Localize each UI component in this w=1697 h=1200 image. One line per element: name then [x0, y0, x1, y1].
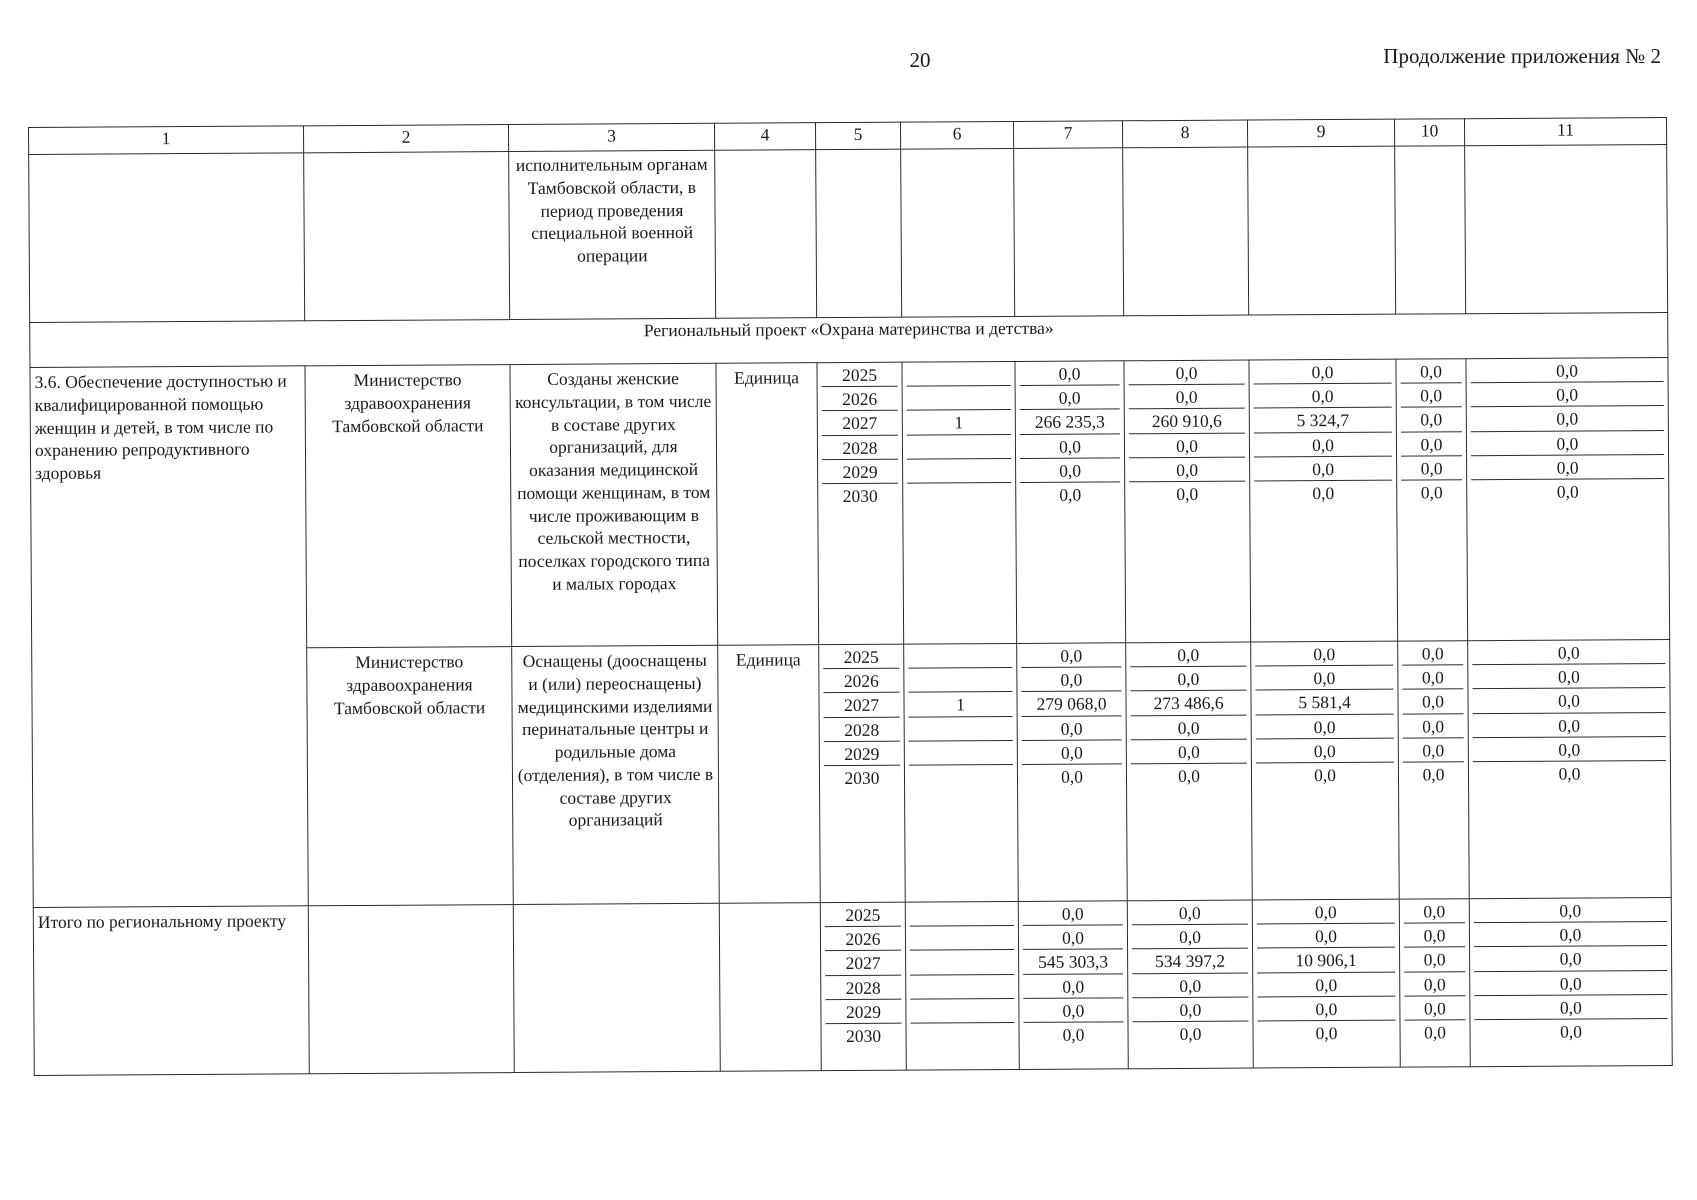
amount-cell: 0,0 [1255, 666, 1393, 691]
amount-cell: 0,0 [1253, 360, 1391, 385]
quantity-cell [910, 950, 1014, 975]
amount-cell: 0,0 [1402, 641, 1463, 666]
year-cell: 2028 [824, 717, 900, 742]
amount-cell: 0,0 [1558, 763, 1581, 784]
unit: Единица [716, 363, 819, 646]
col-number: 10 [1394, 119, 1464, 146]
year-cell: 2029 [825, 999, 901, 1024]
quantity-cell [908, 644, 1012, 669]
amount-cell: 0,0 [1130, 643, 1246, 668]
col-number: 8 [1122, 120, 1247, 148]
appendix-caption: Продолжение приложения № 2 [1383, 44, 1661, 68]
cell-empty [1248, 146, 1396, 315]
amount-cell: 0,0 [1020, 458, 1120, 483]
amount-cell: 0,0 [1315, 1022, 1338, 1044]
col-number: 4 [714, 123, 815, 151]
quantity-cell [907, 459, 1011, 484]
amount-cell: 0,0 [1257, 996, 1395, 1021]
col7-list [1017, 643, 1128, 902]
amount-cell: 0,0 [1131, 715, 1247, 740]
year-cell: 2025 [825, 903, 901, 928]
amount-cell: 0,0 [1313, 764, 1336, 786]
quantity-list [904, 643, 1019, 902]
quantity-cell [907, 483, 1011, 508]
quantity-cell: 1 [907, 410, 1011, 435]
amount-cell: 0,0 [1177, 765, 1200, 786]
amount-cell: 0,0 [1470, 358, 1663, 383]
amount-cell: 0,0 [1023, 998, 1123, 1023]
amount-cell: 0,0 [1257, 972, 1395, 997]
amount-cell: 0,0 [1404, 948, 1465, 973]
quantity-list [902, 361, 1017, 644]
quantity-cell [907, 435, 1011, 460]
amount-cell: 0,0 [1473, 713, 1666, 738]
amount-cell: 0,0 [1176, 483, 1199, 504]
amount-cell: 0,0 [1179, 1023, 1202, 1044]
year-cell: 2026 [822, 387, 898, 412]
cell-empty [308, 905, 514, 1074]
year-list [819, 644, 906, 903]
amount-cell: 0,0 [1256, 714, 1394, 739]
amount-cell: 0,0 [1474, 898, 1667, 923]
section-title: Региональный проект «Охрана материнства и детства» [30, 312, 1668, 367]
amount-cell: 545 303,3 [1023, 950, 1123, 975]
cell-empty [1123, 147, 1249, 316]
cell-empty [715, 150, 817, 319]
quantity-cell [910, 1023, 1014, 1048]
amount-cell: 5 324,7 [1254, 408, 1392, 433]
year-list [820, 902, 906, 1071]
amount-cell: 0,0 [1400, 359, 1461, 384]
col-number: 5 [815, 122, 900, 150]
quantity-cell [909, 741, 1013, 766]
col9-list [1251, 641, 1400, 900]
amount-cell: 0,0 [1420, 482, 1443, 503]
amount-cell: 0,0 [1404, 923, 1465, 948]
amount-cell: 0,0 [1255, 642, 1393, 667]
cell-empty [816, 149, 902, 318]
amount-cell: 0,0 [1402, 665, 1463, 690]
amount-cell: 0,0 [1474, 971, 1667, 996]
unit: Единица [718, 645, 821, 904]
continued-row [29, 144, 1668, 322]
col10-list [1398, 641, 1470, 899]
year-cell: 2027 [825, 951, 901, 976]
amount-cell: 10 906,1 [1257, 948, 1395, 973]
amount-cell: 5 581,4 [1255, 690, 1393, 715]
quantity-cell [910, 926, 1014, 951]
quantity-cell [910, 975, 1014, 1000]
amount-cell: 0,0 [1021, 668, 1121, 693]
amount-cell: 0,0 [1401, 408, 1462, 433]
quantity-cell [907, 386, 1011, 411]
col9-list [1249, 359, 1398, 642]
col-number: 6 [900, 121, 1013, 149]
amount-cell: 0,0 [1472, 688, 1665, 713]
cell-empty [513, 903, 720, 1072]
amount-cell: 0,0 [1131, 739, 1247, 764]
amount-cell: 0,0 [1401, 383, 1462, 408]
col11-list [1469, 897, 1672, 1066]
amount-cell: 0,0 [1132, 925, 1248, 950]
cell-empty [1395, 146, 1466, 314]
amount-cell: 534 397,2 [1132, 949, 1248, 974]
amount-cell: 0,0 [1422, 764, 1445, 785]
amount-cell: 0,0 [1473, 737, 1666, 762]
amount-cell: 0,0 [1254, 384, 1392, 409]
amount-cell: 0,0 [1254, 456, 1392, 481]
amount-cell: 0,0 [1474, 995, 1667, 1020]
col11-list [1466, 357, 1670, 640]
col-number: 9 [1247, 119, 1394, 147]
col-number: 1 [29, 126, 304, 155]
year-cell: 2030 [844, 767, 880, 788]
col-number: 7 [1013, 121, 1122, 149]
amount-cell: 0,0 [1471, 382, 1664, 407]
amount-cell: 0,0 [1424, 1022, 1447, 1043]
year-cell: 2026 [825, 927, 901, 952]
budget-table-wrapper [28, 117, 1672, 1076]
amount-cell: 0,0 [1020, 434, 1120, 459]
cell-empty [29, 153, 305, 323]
year-cell: 2030 [846, 1025, 882, 1046]
quantity-cell [910, 902, 1014, 927]
continued-result-text: исполнительным органам Тамбовской области, в период проведения специальной военной операции [509, 150, 716, 319]
amount-cell: 0,0 [1257, 924, 1395, 949]
amount-cell: 0,0 [1023, 974, 1123, 999]
quantity-cell [909, 717, 1013, 742]
year-cell: 2025 [823, 645, 899, 670]
amount-cell: 0,0 [1129, 457, 1245, 482]
amount-cell: 0,0 [1022, 716, 1122, 741]
amount-cell: 0,0 [1256, 738, 1394, 763]
amount-cell: 0,0 [1129, 433, 1245, 458]
year-cell: 2027 [822, 411, 898, 436]
amount-cell: 0,0 [1471, 431, 1664, 456]
amount-cell: 0,0 [1060, 766, 1083, 787]
budget-table [28, 117, 1673, 1076]
year-cell: 2025 [821, 363, 897, 388]
cell-empty [1465, 144, 1668, 313]
quantity-cell [908, 668, 1012, 693]
result-description: Созданы женские консультации, в том числе в составе других организаций, для оказания медицинской помощи женщинам, в том числе проживающим в сельской местности, поселках городского типа и малых городах [510, 363, 718, 646]
year-cell: 2028 [825, 975, 901, 1000]
col10-list [1399, 899, 1470, 1067]
amount-cell: 0,0 [1474, 946, 1667, 971]
quantity-list [905, 901, 1019, 1070]
measure-name: 3.6. Обеспечение доступностью и квалифицированной помощью женщин и детей, в том числе по охранению репродуктивного здоровья [30, 366, 308, 908]
amount-cell: 0,0 [1023, 901, 1123, 926]
executor: Министерство здравоохранения Тамбовской области [307, 647, 514, 906]
col8-list [1127, 900, 1253, 1069]
amount-cell: 0,0 [1403, 738, 1464, 763]
year-cell: 2029 [822, 459, 898, 484]
cell-empty [304, 152, 510, 321]
result-description: Оснащены (дооснащены и (или) переоснащены) медицинскими изделиями перинатальные центры и родильные дома (отделения), в том числе в составе других организаций [512, 645, 720, 904]
cell-empty [719, 903, 821, 1072]
col-number: 3 [508, 123, 714, 151]
amount-cell: 0,0 [1472, 640, 1665, 665]
amount-cell: 0,0 [1401, 456, 1462, 481]
page-number: 20 [909, 48, 931, 72]
cell-empty [1014, 148, 1124, 317]
quantity-cell [906, 362, 1010, 387]
year-cell: 2029 [824, 741, 900, 766]
year-cell: 2026 [823, 669, 899, 694]
amount-cell: 266 235,3 [1020, 410, 1120, 435]
amount-cell: 0,0 [1402, 690, 1463, 715]
amount-cell: 0,0 [1404, 972, 1465, 997]
amount-cell: 0,0 [1556, 481, 1579, 502]
col8-list [1126, 642, 1253, 901]
amount-cell: 0,0 [1312, 482, 1335, 504]
total-label: Итого по региональному проекту [33, 906, 309, 1076]
quantity-cell: 1 [908, 692, 1012, 717]
amount-cell: 0,0 [1471, 406, 1664, 431]
col7-list [1015, 361, 1126, 644]
amount-cell: 0,0 [1020, 386, 1120, 411]
amount-cell: 0,0 [1132, 901, 1248, 926]
col7-list [1018, 901, 1128, 1070]
quantity-cell [910, 999, 1014, 1024]
year-cell: 2028 [822, 435, 898, 460]
col-number: 11 [1464, 117, 1666, 145]
year-cell: 2027 [823, 693, 899, 718]
amount-cell: 0,0 [1472, 664, 1665, 689]
amount-cell: 0,0 [1019, 361, 1119, 386]
amount-cell: 0,0 [1021, 643, 1121, 668]
amount-cell: 0,0 [1132, 997, 1248, 1022]
amount-cell: 0,0 [1401, 432, 1462, 457]
amount-cell: 0,0 [1560, 1021, 1583, 1042]
amount-cell: 0,0 [1128, 361, 1244, 386]
col11-list [1468, 639, 1672, 898]
quantity-cell [909, 765, 1013, 790]
amount-cell: 0,0 [1404, 899, 1465, 924]
amount-cell: 0,0 [1471, 455, 1664, 480]
amount-cell: 0,0 [1130, 667, 1246, 692]
amount-cell: 0,0 [1257, 900, 1395, 925]
year-cell: 2030 [842, 485, 878, 506]
amount-cell: 279 068,0 [1021, 692, 1121, 717]
amount-cell: 0,0 [1404, 996, 1465, 1021]
cell-empty [901, 148, 1015, 317]
col8-list [1124, 360, 1251, 643]
amount-cell: 0,0 [1059, 484, 1082, 505]
measure-block-1 [30, 357, 1670, 649]
total-row [33, 897, 1672, 1075]
executor: Министерство здравоохранения Тамбовской области [305, 365, 512, 648]
amount-cell: 0,0 [1132, 973, 1248, 998]
amount-cell: 273 486,6 [1130, 691, 1246, 716]
amount-cell: 0,0 [1129, 385, 1245, 410]
amount-cell: 0,0 [1254, 432, 1392, 457]
amount-cell: 0,0 [1062, 1024, 1085, 1045]
col9-list [1252, 899, 1400, 1068]
amount-cell: 0,0 [1403, 714, 1464, 739]
amount-cell: 0,0 [1022, 740, 1122, 765]
amount-cell: 0,0 [1023, 926, 1123, 951]
amount-cell: 0,0 [1474, 922, 1667, 947]
amount-cell: 260 910,6 [1129, 409, 1245, 434]
col-number: 2 [303, 125, 508, 153]
col10-list [1396, 359, 1468, 641]
year-list [817, 362, 904, 645]
